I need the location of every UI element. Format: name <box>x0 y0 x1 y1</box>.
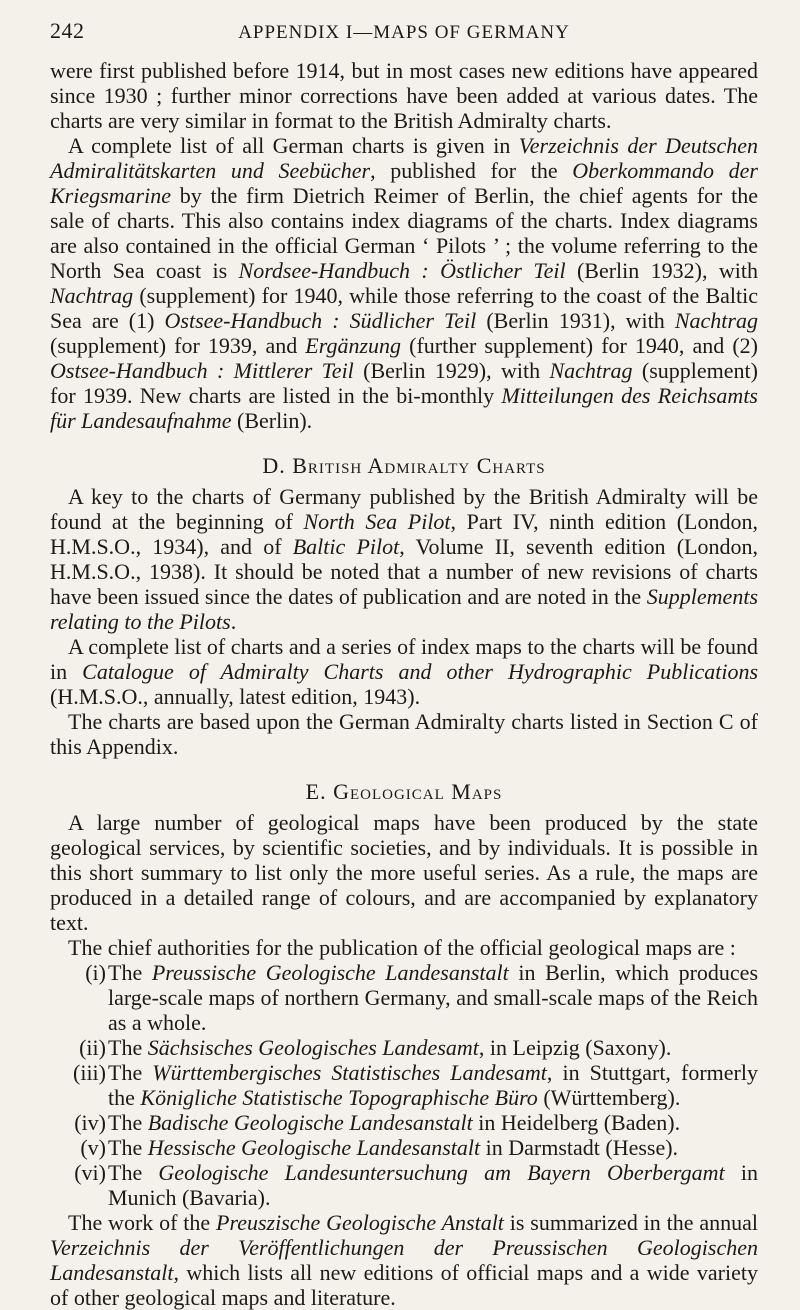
page-number: 242 <box>50 18 85 43</box>
list-item: (iii) The Württembergisches Statistisches Landesamt, in Stuttgart, formerly the Königliche Statistische Topographische Büro (Württemberg). <box>108 1060 758 1110</box>
title-supplements: Supplements relating to the Pilots <box>50 584 758 634</box>
list-item: (iv) The Badische Geologische Landesanstalt in Heidelberg (Baden). <box>108 1110 758 1135</box>
list-item: (i) The Preussische Geologische Landesanstalt in Berlin, which produces large-scale maps of northern Germany, and small-scale maps of the Reich as a whole. <box>108 960 758 1035</box>
paragraph-geological-intro: A large number of geological maps have been produced by the state geological services, by scientific societies, and by individuals. It is possible in this short summary to list only the more useful series. As a rule, the maps are produced in a detailed range of colours, and are accompanied by explanatory text. <box>50 810 758 935</box>
title-mitteilungen: Mitteilungen des Reichsamts für Landesaufnahme <box>50 383 758 433</box>
title-ostsee-handbuch-suedlicher: Ostsee-Handbuch : Südlicher Teil <box>164 308 477 333</box>
list-item-number: (v) <box>80 1135 106 1160</box>
title-ostsee-handbuch-mittlerer: Ostsee-Handbuch : Mittlerer Teil <box>50 358 354 383</box>
paragraph-admiralty-basis: The charts are based upon the German Admiralty charts listed in Section C of this Appendix. <box>50 709 758 759</box>
paragraph-german-charts-list: A complete list of all German charts is given in Verzeichnis der Deutschen Admiralitätskarten und Seebücher, published for the Oberkommando der Kriegsmarine by the firm Dietrich Reimer of Berlin, the chief agents for the sale of charts. This also contains index diagrams of the charts. Index diagrams are also contained in the official German ‘ Pilots ’ ; the volume referring to the North Sea coast is Nordsee-Handbuch : Östlicher Teil (Berlin 1932), with Nachtrag (supplement) for 1940, while those referring to the coast of the Baltic Sea are (1) Ostsee-Handbuch : Südlicher Teil (Berlin 1931), with Nachtrag (supplement) for 1939, and Ergänzung (further supplement) for 1940, and (2) Ostsee-Handbuch : Mittlerer Teil (Berlin 1929), with Nachtrag (supplement) for 1939. New charts are listed in the bi-monthly Mitteilungen des Reichsamts für Landesaufnahme (Berlin). <box>50 133 758 433</box>
paragraph-admiralty-catalogue: A complete list of charts and a series of index maps to the charts will be found in Catalogue of Admiralty Charts and other Hydrographic Publications (H.M.S.O., annually, latest edition, 1943). <box>50 634 759 709</box>
title-verzeichnis-veroeffentlichungen: Verzeichnis der Veröffentlichungen der Preussischen Geologischen Landesanstalt <box>50 1235 758 1285</box>
title-nordsee-handbuch: Nordsee-Handbuch : Östlicher Teil <box>238 258 566 283</box>
list-item-number: (vi) <box>74 1160 106 1185</box>
title-verzeichnis-admiralitaetskarten: Verzeichnis der Deutschen Admiralitätskarten und Seebücher <box>50 133 758 183</box>
list-item-number: (ii) <box>79 1035 106 1060</box>
list-item: (ii) The Sächsisches Geologisches Landesamt, in Leipzig (Saxony). <box>108 1035 758 1060</box>
list-item-number: (iii) <box>73 1060 106 1085</box>
authorities-list <box>50 960 758 1210</box>
list-item-number: (i) <box>85 960 106 985</box>
paragraph-intro-continued: were first published before 1914, but in most cases new editions have appeared since 1930 ; further minor corrections have been added at various dates. The charts are very similar in format to the British Admiralty charts. <box>50 58 758 133</box>
running-head <box>50 18 758 44</box>
list-item: (vi) The Geologische Landesuntersuchung am Bayern Oberbergamt in Munich (Bavaria). <box>108 1160 758 1210</box>
paragraph-preussische-summary: The work of the Preuszische Geologische Anstalt is summarized in the annual Verzeichnis der Veröffentlichungen der Preussischen Geologischen Landesanstalt, which lists all new editions of official maps and a wide variety of other geological maps and literature. <box>50 1210 758 1310</box>
section-heading-d: D. British Admiralty Charts <box>262 453 546 478</box>
running-title: APPENDIX I—MAPS OF GERMANY <box>238 22 570 43</box>
title-oberkommando: Oberkommando der Kriegsmarine <box>50 158 758 208</box>
list-item-number: (iv) <box>74 1110 106 1135</box>
title-north-sea-pilot: North Sea Pilot <box>303 509 451 534</box>
list-item: (v) The Hessische Geologische Landesanstalt in Darmstadt (Hesse). <box>108 1135 758 1160</box>
paragraph-admiralty-key: A key to the charts of Germany published by the British Admiralty will be found at the beginning of North Sea Pilot, Part IV, ninth edition (London, H.M.S.O., 1934), and of Baltic Pilot, Volume II, seventh edition (London, H.M.S.O., 1938). It should be noted that a number of new revisions of charts have been issued since the dates of publication and are noted in the Supplements relating to the Pilots. <box>50 484 758 634</box>
title-catalogue: Catalogue of Admiralty Charts and other Hydrographic Publications <box>82 659 759 684</box>
section-heading-e: E. Geological Maps <box>305 779 503 804</box>
title-baltic-pilot: Baltic Pilot <box>292 534 400 559</box>
paragraph-authorities-lead: The chief authorities for the publication of the official geological maps are : <box>68 935 736 960</box>
